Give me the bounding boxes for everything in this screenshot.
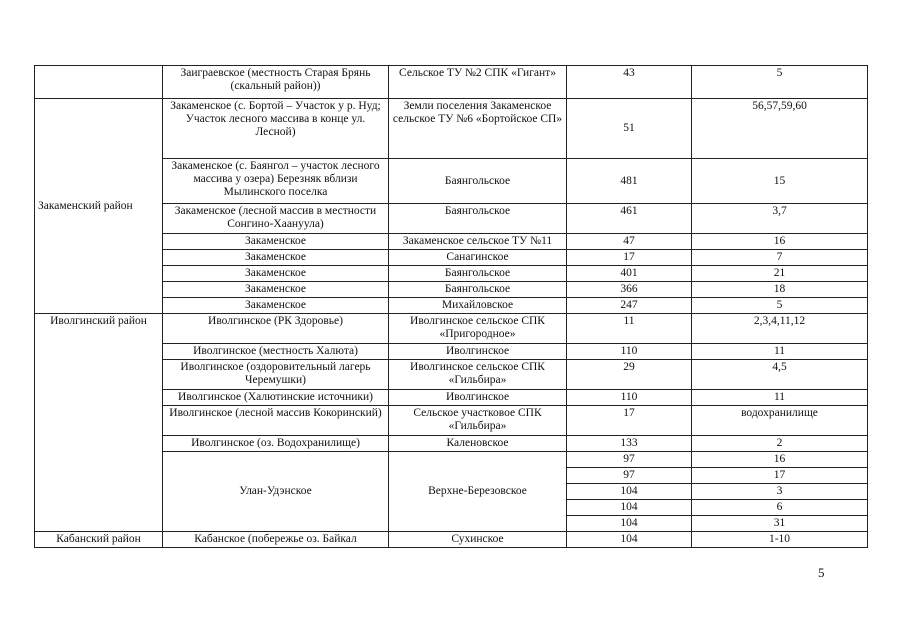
- org-cell: Сельское ТУ №2 СПК «Гигант»: [389, 66, 567, 99]
- quarter-cell: 11: [692, 390, 868, 406]
- area-cell: 366: [567, 282, 692, 298]
- place-cell: Заиграевское (местность Старая Брянь (скальный район)): [163, 66, 389, 99]
- table-row: [35, 66, 868, 99]
- place-cell: Улан-Удэнское: [163, 452, 389, 532]
- place-cell: Закаменское: [163, 298, 389, 314]
- place-cell: Закаменское: [163, 282, 389, 298]
- quarter-cell: 11: [692, 344, 868, 360]
- district-cell: Закаменский район: [35, 99, 163, 314]
- quarter-cell: 2: [692, 436, 868, 452]
- org-cell: Земли поселения Закаменское сельское ТУ №6 «Бортойское СП»: [389, 99, 567, 159]
- area-cell: 104: [567, 516, 692, 532]
- place-cell: Закаменское (с. Бортой – Участок у р. Нуд; Участок лесного массива в конце ул. Лесной): [163, 99, 389, 159]
- area-cell: 11: [567, 314, 692, 344]
- quarter-cell: 15: [692, 159, 868, 204]
- place-cell: Закаменское (лесной массив в местности Сонгино-Хаануула): [163, 204, 389, 234]
- place-cell: Иволгинское (оздоровительный лагерь Черемушки): [163, 360, 389, 390]
- area-cell: 461: [567, 204, 692, 234]
- place-cell: Иволгинское (местность Халюта): [163, 344, 389, 360]
- page-number: 5: [818, 565, 825, 580]
- area-cell: 481: [567, 159, 692, 204]
- quarter-cell: 5: [692, 298, 868, 314]
- table-row: [35, 532, 868, 548]
- place-cell: Закаменское: [163, 234, 389, 250]
- org-cell: Иволгинское: [389, 390, 567, 406]
- district-cell: Кабанский район: [35, 532, 163, 548]
- area-cell: 104: [567, 532, 692, 548]
- area-cell: 110: [567, 344, 692, 360]
- quarter-cell: 7: [692, 250, 868, 266]
- area-cell: 104: [567, 500, 692, 516]
- quarter-cell: 16: [692, 234, 868, 250]
- area-cell: 17: [567, 406, 692, 436]
- place-cell: Закаменское (с. Баянгол – участок лесного массива у озера) Березняк вблизи Мылинского поселка: [163, 159, 389, 204]
- quarter-cell: 21: [692, 266, 868, 282]
- place-cell: Иволгинское (Халютинские источники): [163, 390, 389, 406]
- quarter-cell: 17: [692, 468, 868, 484]
- quarter-cell: 1-10: [692, 532, 868, 548]
- area-cell: 104: [567, 484, 692, 500]
- place-cell: Иволгинское (РК Здоровье): [163, 314, 389, 344]
- area-cell: 51: [567, 99, 692, 159]
- area-cell: 133: [567, 436, 692, 452]
- area-cell: 97: [567, 452, 692, 468]
- org-cell: Сельское участковое СПК «Гильбира»: [389, 406, 567, 436]
- org-cell: Каленовское: [389, 436, 567, 452]
- org-cell: Верхне-Березовское: [389, 452, 567, 532]
- org-cell: Баянгольское: [389, 204, 567, 234]
- org-cell: Санагинское: [389, 250, 567, 266]
- org-cell: Иволгинское сельское СПК «Пригородное»: [389, 314, 567, 344]
- quarter-cell: 56,57,59,60: [692, 99, 868, 159]
- area-cell: 247: [567, 298, 692, 314]
- quarter-cell: 18: [692, 282, 868, 298]
- org-cell: Михайловское: [389, 298, 567, 314]
- table-row: [35, 99, 868, 159]
- table-row: [35, 314, 868, 344]
- org-cell: Баянгольское: [389, 282, 567, 298]
- area-cell: 43: [567, 66, 692, 99]
- quarter-cell: 4,5: [692, 360, 868, 390]
- quarter-cell: водохранилище: [692, 406, 868, 436]
- org-cell: Сухинское: [389, 532, 567, 548]
- org-cell: Закаменское сельское ТУ №11: [389, 234, 567, 250]
- place-cell: Закаменское: [163, 266, 389, 282]
- org-cell: Баянгольское: [389, 159, 567, 204]
- area-cell: 17: [567, 250, 692, 266]
- forest-areas-table: [34, 65, 868, 548]
- org-cell: Баянгольское: [389, 266, 567, 282]
- quarter-cell: 31: [692, 516, 868, 532]
- quarter-cell: 5: [692, 66, 868, 99]
- org-cell: Иволгинское: [389, 344, 567, 360]
- area-cell: 110: [567, 390, 692, 406]
- quarter-cell: 6: [692, 500, 868, 516]
- quarter-cell: 16: [692, 452, 868, 468]
- place-cell: Кабанское (побережье оз. Байкал: [163, 532, 389, 548]
- quarter-cell: 2,3,4,11,12: [692, 314, 868, 344]
- place-cell: Иволгинское (лесной массив Кокоринский): [163, 406, 389, 436]
- area-cell: 29: [567, 360, 692, 390]
- quarter-cell: 3,7: [692, 204, 868, 234]
- org-cell: Иволгинское сельское СПК «Гильбира»: [389, 360, 567, 390]
- quarter-cell: 3: [692, 484, 868, 500]
- area-cell: 47: [567, 234, 692, 250]
- place-cell: Иволгинское (оз. Водохранилище): [163, 436, 389, 452]
- district-cell: [35, 66, 163, 99]
- place-cell: Закаменское: [163, 250, 389, 266]
- area-cell: 97: [567, 468, 692, 484]
- district-cell: Иволгинский район: [35, 314, 163, 532]
- area-cell: 401: [567, 266, 692, 282]
